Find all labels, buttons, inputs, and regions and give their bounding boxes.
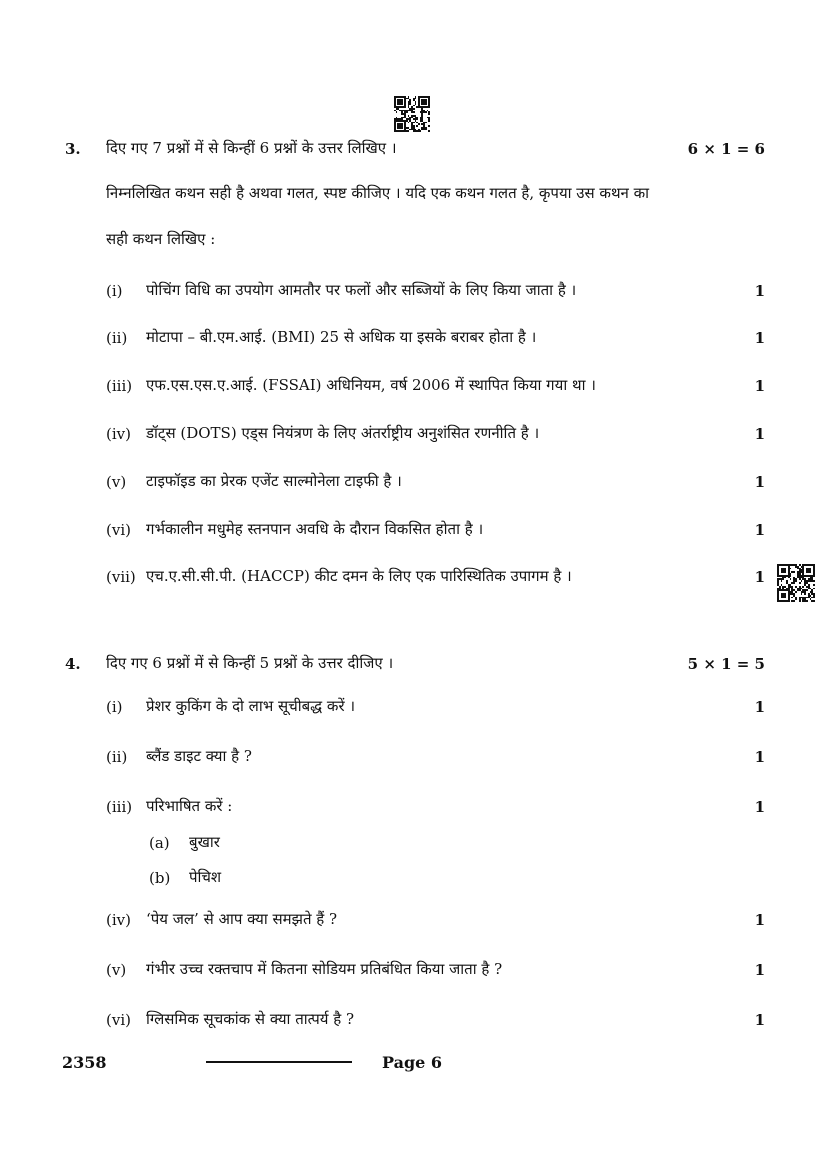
item-mark: 1	[754, 798, 765, 816]
item-label: (vii)	[106, 568, 136, 586]
item-mark: 1	[754, 521, 765, 539]
sub-item-label: (a)	[149, 834, 170, 852]
item-mark: 1	[754, 425, 765, 443]
item-text: मोटापा – बी.एम.आई. (BMI) 25 से अधिक या इसके बराबर होता है ।	[146, 328, 537, 346]
page-number: Page 6	[382, 1053, 443, 1072]
question-instruction: दिए गए 7 प्रश्नों में से किन्हीं 6 प्रश्नों के उत्तर लिखिए ।	[106, 139, 397, 157]
item-mark: 1	[754, 329, 765, 347]
item-label: (v)	[106, 961, 127, 979]
item-text: पोचिंग विधि का उपयोग आमतौर पर फलों और सब्जियों के लिए किया जाता है ।	[146, 281, 577, 299]
question-description: सही कथन लिखिए :	[106, 230, 216, 248]
item-label: (vi)	[106, 521, 131, 539]
item-text: ‘पेय जल’ से आप क्या समझते हैं ?	[146, 910, 338, 928]
item-mark: 1	[754, 748, 765, 766]
item-text: ग्लिसमिक सूचकांक से क्या तात्पर्य है ?	[146, 1010, 354, 1028]
item-mark: 1	[754, 1011, 765, 1029]
item-label: (ii)	[106, 329, 128, 347]
question-description: निम्नलिखित कथन सही है अथवा गलत, स्पष्ट कीजिए । यदि एक कथन गलत है, कृपया उस कथन का	[106, 184, 650, 202]
item-mark: 1	[754, 473, 765, 491]
item-label: (iv)	[106, 911, 131, 929]
question-number: 4.	[65, 655, 81, 673]
item-text: टाइफॉइड का प्रेरक एजेंट साल्मोनेला टाइफी है ।	[146, 472, 402, 490]
item-label: (vi)	[106, 1011, 131, 1029]
item-label: (iii)	[106, 798, 133, 816]
item-label: (v)	[106, 473, 127, 491]
item-label: (iii)	[106, 377, 133, 395]
paper-code: 2358	[62, 1053, 107, 1072]
question-marks: 6 × 1 = 6	[687, 140, 765, 158]
item-mark: 1	[754, 698, 765, 716]
item-text: एच.ए.सी.सी.पी. (HACCP) कीट दमन के लिए एक पारिस्थितिक उपागम है ।	[146, 567, 572, 585]
item-text: गंभीर उच्च रक्तचाप में कितना सोडियम प्रतिबंधित किया जाता है ?	[146, 960, 503, 978]
item-text: ब्लैंड डाइट क्या है ?	[146, 747, 252, 765]
item-mark: 1	[754, 377, 765, 395]
question-instruction: दिए गए 6 प्रश्नों में से किन्हीं 5 प्रश्नों के उत्तर दीजिए ।	[106, 654, 394, 672]
sub-item-text: बुखार	[189, 833, 220, 851]
item-text: गर्भकालीन मधुमेह स्तनपान अवधि के दौरान विकसित होता है ।	[146, 520, 484, 538]
item-mark: 1	[754, 911, 765, 929]
item-text: डॉट्स (DOTS) एड्स नियंत्रण के लिए अंतर्राष्ट्रीय अनुशंसित रणनीति है ।	[146, 424, 540, 442]
item-mark: 1	[754, 568, 765, 586]
item-text: एफ.एस.एस.ए.आई. (FSSAI) अधिनियम, वर्ष 2006 में स्थापित किया गया था ।	[146, 376, 596, 394]
item-text: परिभाषित करें :	[146, 797, 233, 815]
item-label: (ii)	[106, 748, 128, 766]
item-label: (i)	[106, 282, 123, 300]
item-text: प्रेशर कुकिंग के दो लाभ सूचीबद्ध करें ।	[146, 697, 356, 715]
footer-divider	[206, 1061, 352, 1063]
item-label: (i)	[106, 698, 123, 716]
item-mark: 1	[754, 961, 765, 979]
sub-item-label: (b)	[149, 869, 171, 887]
question-marks: 5 × 1 = 5	[687, 655, 765, 673]
item-label: (iv)	[106, 425, 131, 443]
qr-code-icon	[777, 564, 815, 602]
qr-code-icon	[394, 96, 430, 132]
sub-item-text: पेचिश	[189, 868, 222, 886]
question-number: 3.	[65, 140, 81, 158]
item-mark: 1	[754, 282, 765, 300]
